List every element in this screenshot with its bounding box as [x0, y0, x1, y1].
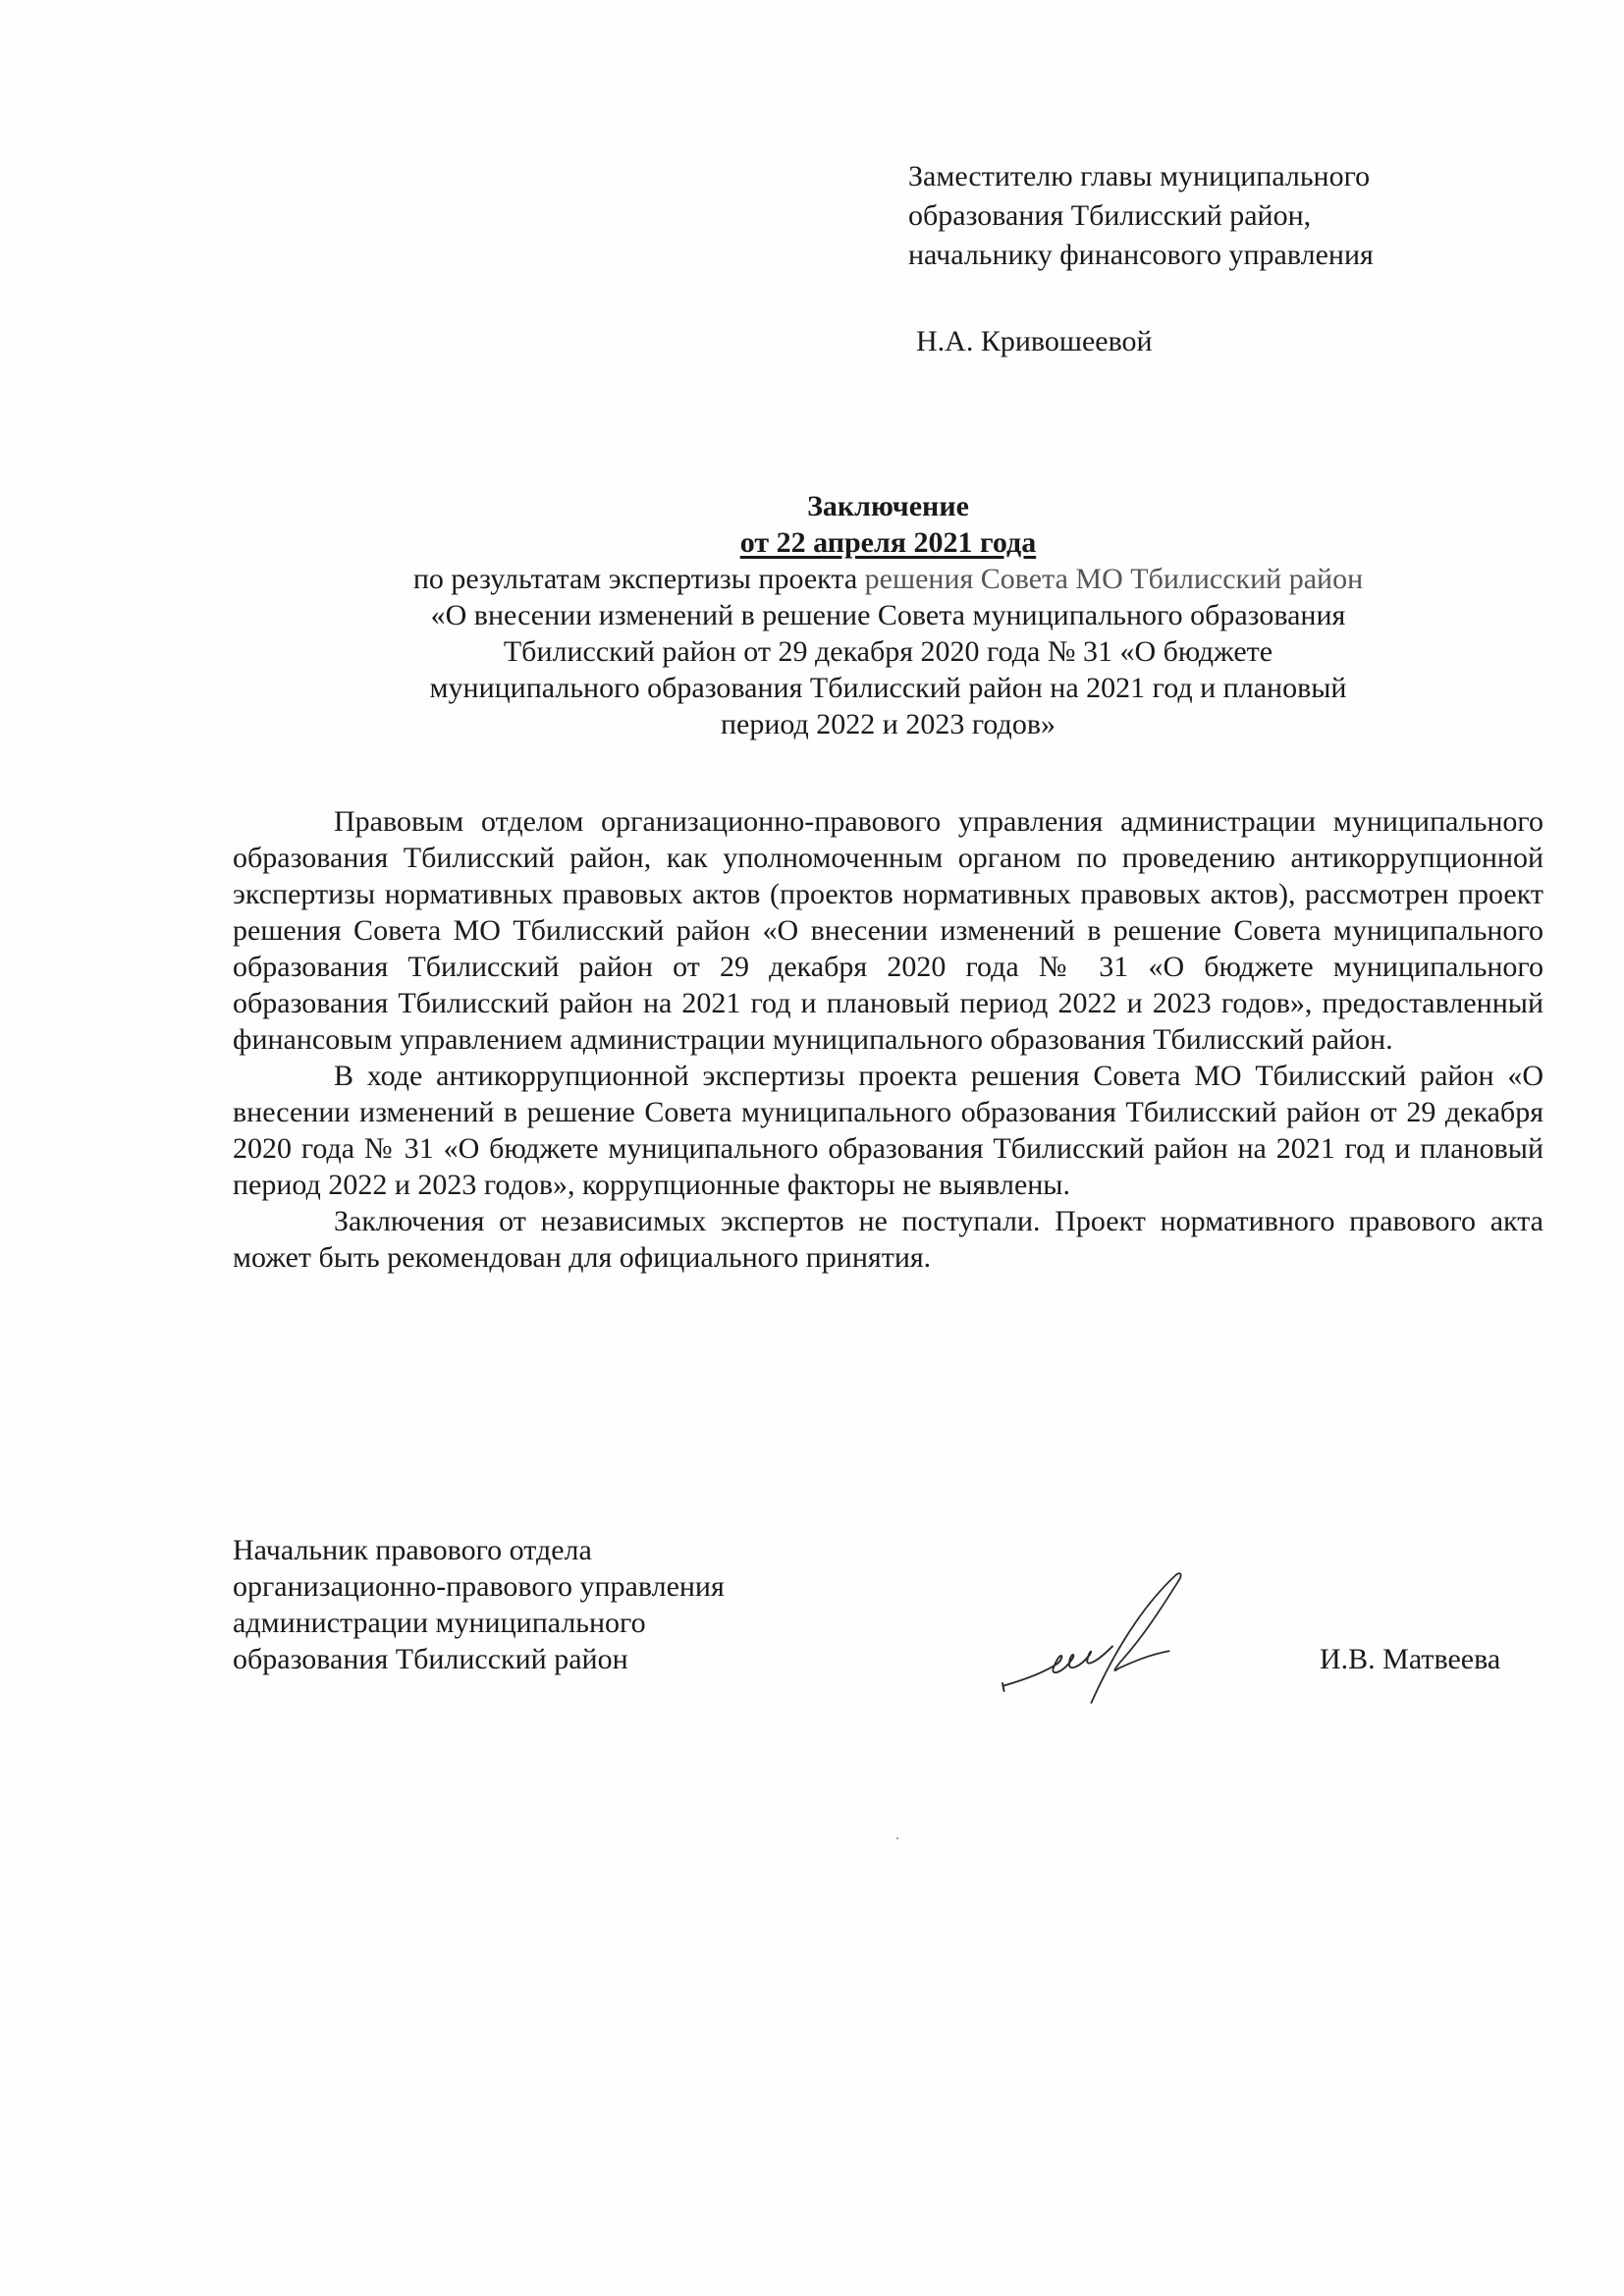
addressee-recipient: Н.А. Кривошеевой	[916, 325, 1153, 357]
document-heading	[233, 488, 1543, 742]
document-body	[233, 803, 1543, 1276]
document-title: Заключение	[807, 490, 969, 522]
scan-speck	[896, 1837, 898, 1839]
body-paragraph: В ходе антикоррупционной экспертизы проекта решения Совета МО Тбилисский район «О внесении изменений в решение Совета муниципального образования Тбилисский район от 29 декабря 2020 года № 31 «О бюджете муниципального образования Тбилисский район на 2021 год и плановый период 2022 и 2023 годов», коррупционные факторы не выявлены.	[233, 1060, 1543, 1201]
addressee-line: Заместителю главы муниципального	[908, 160, 1371, 192]
signer-name: И.В. Матвеева	[1320, 1643, 1501, 1675]
position-line: Начальник правового отдела	[233, 1534, 592, 1566]
addressee-block	[908, 157, 1374, 361]
position-line: образования Тбилисский район	[233, 1643, 628, 1675]
signature-icon	[987, 1552, 1222, 1728]
body-paragraph: Правовым отделом организационно-правового управления администрации муниципального образования Тбилисский район, как уполномоченным органом по проведению антикоррупционной экспертизы нормативных правовых актов (проектов нормативных правовых актов), рассмотрен проект решения Совета МО Тбилисский район «О внесении изменений в решение Совета муниципального образования Тбилисский район от 29 декабря 2020 года № 31 «О бюджете муниципального образования Тбилисский район на 2021 год и плановый период 2022 и 2023 годов», предоставленный финансовым управлением администрации муниципального образования Тбилисский район.	[233, 805, 1543, 1056]
body-paragraph: Заключения от независимых экспертов не поступали. Проект нормативного правового акта может быть рекомендован для официального принятия.	[233, 1205, 1543, 1274]
position-line: организационно-правового управления	[233, 1570, 725, 1603]
subtitle-line: период 2022 и 2023 годов»	[720, 708, 1056, 740]
subtitle-prefix: по результатам экспертизы проекта	[412, 563, 865, 595]
document-subtitle	[233, 561, 1543, 597]
document-date: от 22 апреля 2021 года	[739, 526, 1037, 559]
subtitle-line: муниципального образования Тбилисский район на 2021 год и плановый	[429, 672, 1347, 704]
subtitle-faded: решения Совета МО Тбилисский район	[864, 563, 1364, 595]
signature-position	[233, 1532, 725, 1677]
addressee-line: начальнику финансового управления	[908, 239, 1374, 271]
subtitle-line: «О внесении изменений в решение Совета муниципального образования	[430, 599, 1346, 631]
subtitle-line: Тбилисский район от 29 декабря 2020 года № 31 «О бюджете	[503, 635, 1273, 668]
position-line: администрации муниципального	[233, 1607, 646, 1639]
addressee-line: образования Тбилисский район,	[908, 199, 1312, 232]
